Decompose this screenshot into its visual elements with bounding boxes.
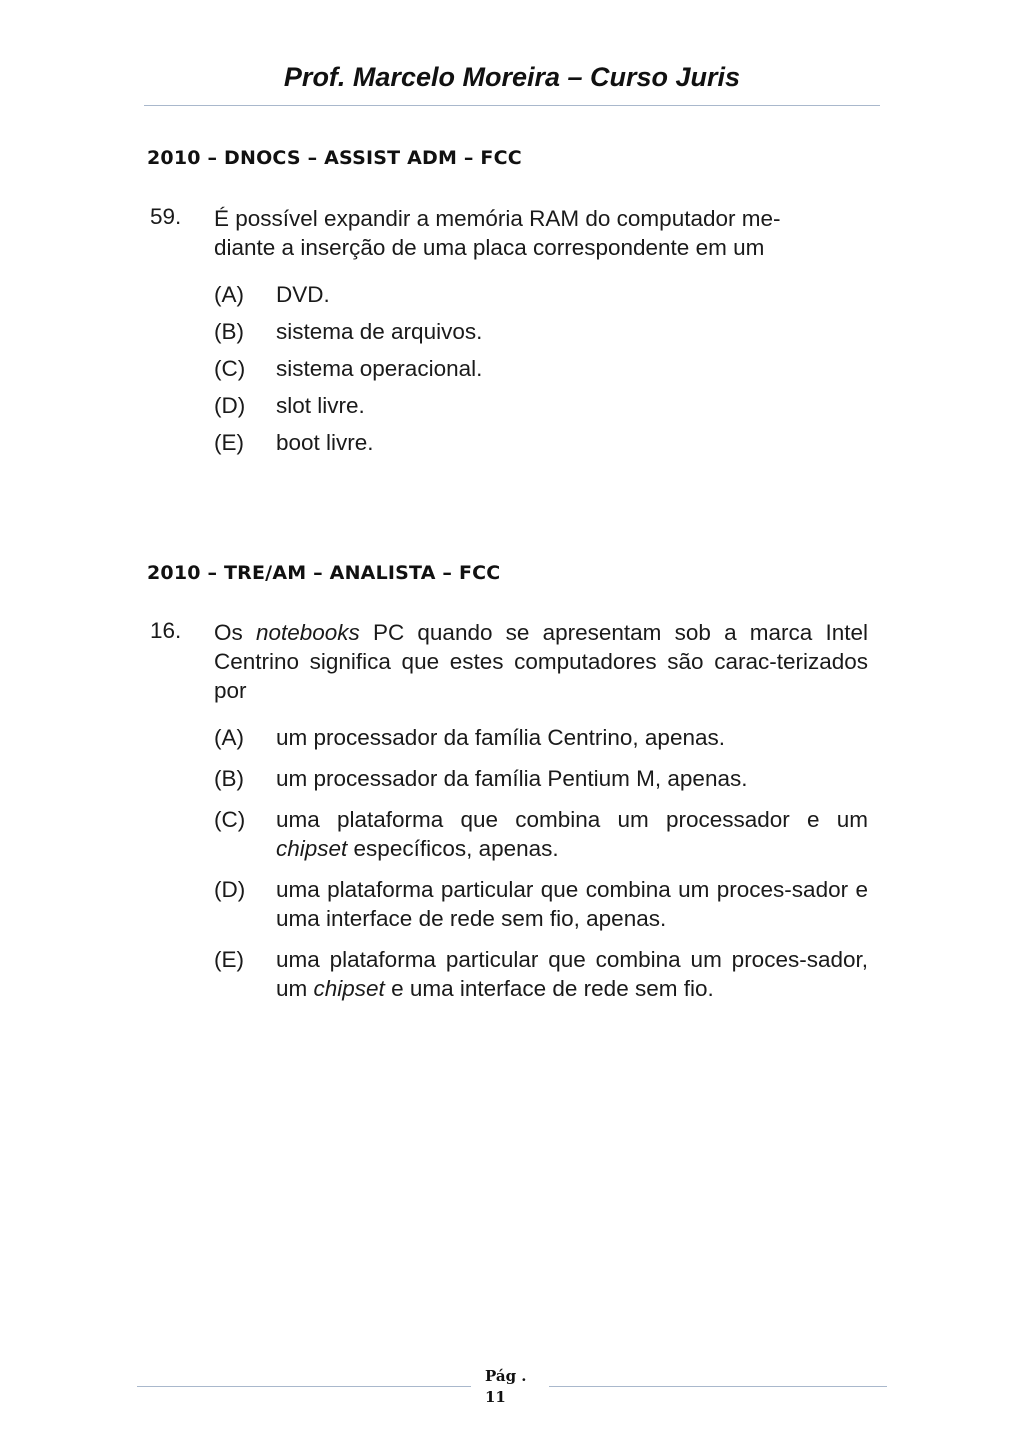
option-letter: (B) [214, 766, 244, 791]
page-number [485, 1366, 545, 1408]
option-letter: (A) [214, 282, 244, 307]
option-text-emphasis: chipset [313, 976, 385, 1001]
question-text-part: Os [214, 620, 256, 645]
option-a [214, 280, 870, 309]
option-letter: (D) [214, 393, 246, 418]
option-b [214, 764, 868, 793]
option-d [214, 875, 868, 933]
option-text: um processador da família Centrino, apenas. [276, 725, 725, 750]
page-number-value: 11 [485, 1388, 506, 1406]
question-text-line: É possível expandir a memória RAM do computador me- [214, 206, 781, 231]
option-letter: (B) [214, 319, 244, 344]
option-text-emphasis: chipset [276, 836, 348, 861]
option-text: um processador da família Pentium M, apenas. [276, 766, 748, 791]
option-letter: (C) [214, 356, 246, 381]
question-text-part: PC quando se apresentam sob a marca Intel Centrino significa que estes computadores são carac-terizados por [214, 620, 868, 703]
option-text-part: específicos, apenas. [347, 836, 559, 861]
footer-divider-right [549, 1386, 887, 1387]
section-heading-dnocs: 2010 – DNOCS – ASSIST ADM – FCC [147, 147, 522, 169]
option-letter: (E) [214, 430, 244, 455]
option-letter: (A) [214, 725, 244, 750]
answer-options [214, 280, 870, 457]
section-heading-tre-am: 2010 – TRE/AM – ANALISTA – FCC [147, 562, 501, 584]
option-text: sistema operacional. [276, 356, 483, 381]
option-letter: (E) [214, 947, 244, 972]
option-text-part: uma plataforma particular que combina um proces-sador, um [276, 947, 868, 1001]
option-text [276, 945, 868, 1003]
answer-options [214, 723, 868, 1003]
option-c [214, 354, 870, 383]
option-text [276, 805, 868, 863]
option-text: slot livre. [276, 393, 365, 418]
option-e [214, 945, 868, 1003]
question-59 [150, 204, 870, 457]
option-a [214, 723, 868, 752]
header-divider [144, 105, 880, 106]
question-number: 59. [150, 204, 182, 229]
question-text-line: diante a inserção de uma placa correspondente em um [214, 235, 765, 260]
question-text [214, 618, 868, 705]
question-text [214, 204, 870, 262]
question-text-emphasis: notebooks [255, 620, 360, 645]
option-e [214, 428, 870, 457]
option-c [214, 805, 868, 863]
option-text: DVD. [276, 282, 330, 307]
page-header-title: Prof. Marcelo Moreira – Curso Juris [283, 62, 741, 92]
question-number: 16. [150, 618, 182, 643]
page-label: Pág . [485, 1367, 527, 1385]
option-b [214, 317, 870, 346]
option-letter: (D) [214, 877, 246, 902]
option-text-part: uma plataforma que combina um processador e um [276, 807, 868, 832]
option-text: sistema de arquivos. [276, 319, 483, 344]
footer-divider-left [137, 1386, 471, 1387]
option-d [214, 391, 870, 420]
option-text: uma plataforma particular que combina um proces-sador e uma interface de rede sem fio, apenas. [276, 877, 868, 931]
question-16 [150, 618, 868, 1003]
option-letter: (C) [214, 807, 246, 832]
option-text: boot livre. [276, 430, 374, 455]
option-text-part: e uma interface de rede sem fio. [384, 976, 714, 1001]
